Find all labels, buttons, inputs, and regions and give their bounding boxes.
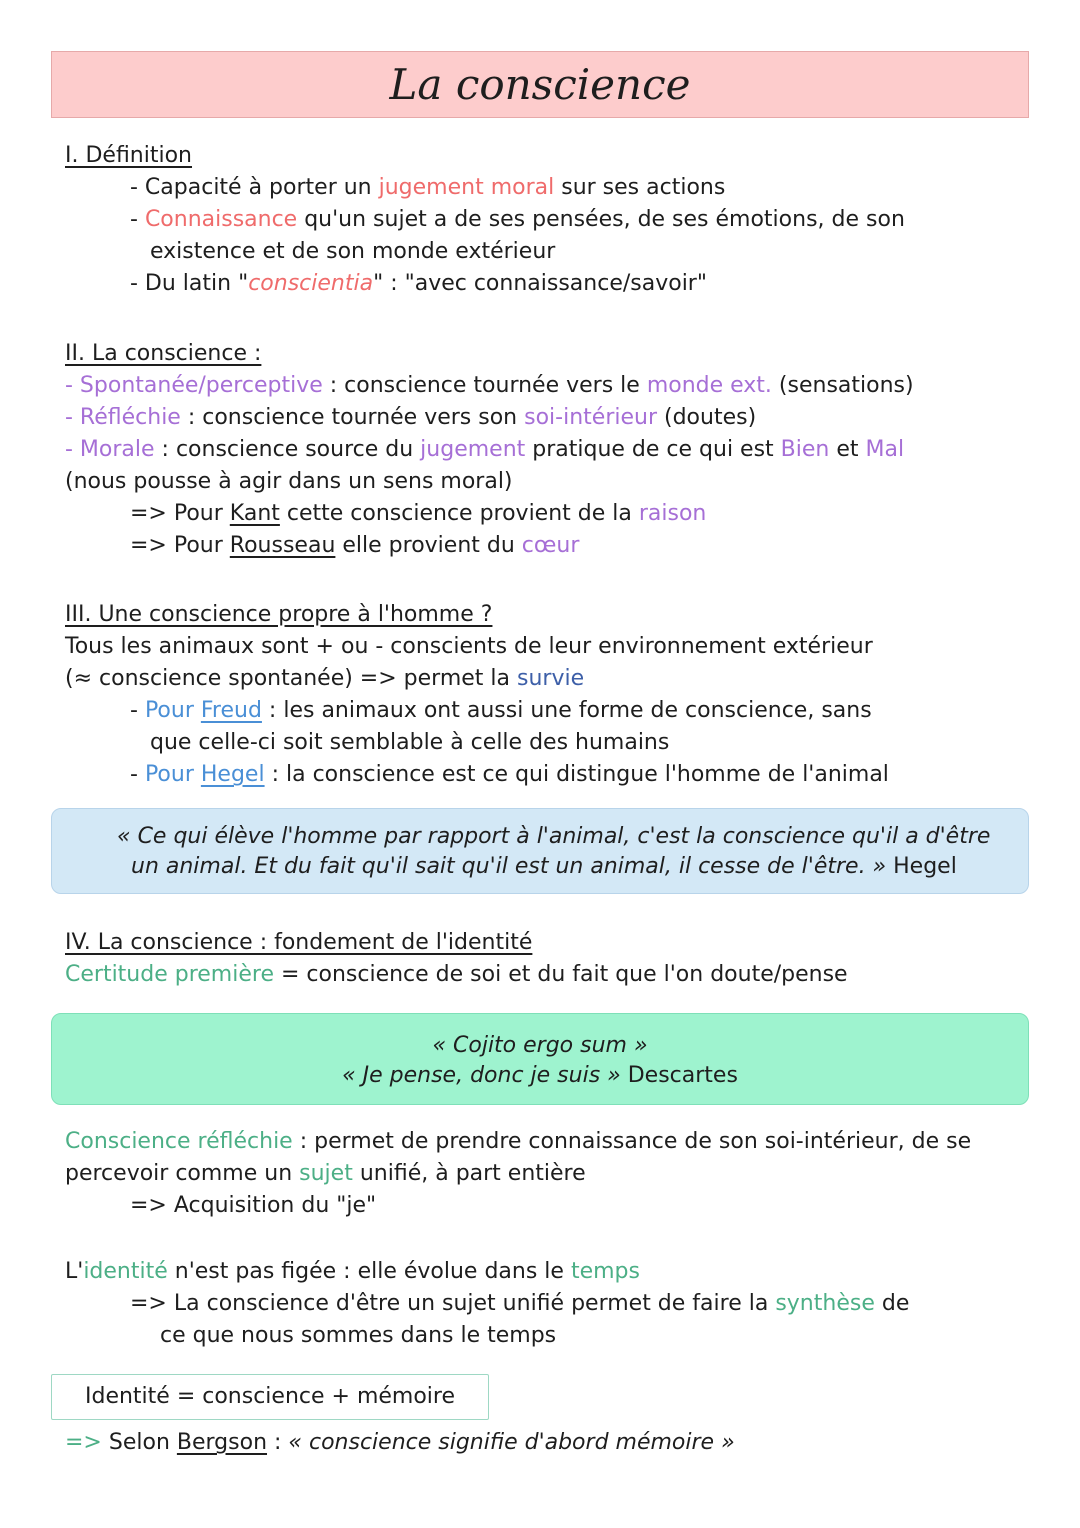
identity-formula: Identité = conscience + mémoire xyxy=(85,1384,456,1409)
descartes-quote-latin: « Cojito ergo sum » xyxy=(432,1033,648,1058)
type-moral-note: (nous pousse à agir dans un sens moral) xyxy=(65,469,513,494)
section-1-heading: I. Définition xyxy=(65,143,193,168)
first-certainty-line: Certitude première = conscience de soi et du fait que l'on doute/pense xyxy=(65,962,848,987)
identity-formula-box xyxy=(51,1374,489,1420)
page-title: La conscience xyxy=(389,60,691,109)
section-2-heading: II. La conscience : xyxy=(65,341,262,366)
descartes-quote-box xyxy=(51,1013,1029,1105)
kant-line: => Pour Kant cette conscience provient de la raison xyxy=(130,501,707,526)
type-spontaneous: - Spontanée/perceptive : conscience tournée vers le monde ext. (sensations) xyxy=(65,373,914,398)
definition-bullet-2: - Connaissance qu'un sujet a de ses pensées, de ses émotions, de son xyxy=(130,207,905,232)
definition-bullet-3: - Du latin "conscientia" : "avec connaissance/savoir" xyxy=(130,271,707,296)
bergson-line: => Selon Bergson : « conscience signifie d'abord mémoire » xyxy=(65,1430,735,1455)
reflective-line-2: percevoir comme un sujet unifié, à part entière xyxy=(65,1161,586,1186)
animals-line-2: (≈ conscience spontanée) => permet la survie xyxy=(65,666,585,691)
section-4-heading: IV. La conscience : fondement de l'identité xyxy=(65,930,533,955)
hegel-line: - Pour Hegel : la conscience est ce qui distingue l'homme de l'animal xyxy=(130,762,889,787)
identity-line-1: L'identité n'est pas figée : elle évolue dans le temps xyxy=(65,1259,640,1284)
acquisition-line: => Acquisition du "je" xyxy=(130,1193,377,1218)
definition-bullet-1: - Capacité à porter un jugement moral sur ses actions xyxy=(130,175,726,200)
freud-line: - Pour Freud : les animaux ont aussi une forme de conscience, sans xyxy=(130,698,872,723)
section-3-heading: III. Une conscience propre à l'homme ? xyxy=(65,602,493,627)
type-moral: - Morale : conscience source du jugement pratique de ce qui est Bien et Mal xyxy=(65,437,905,462)
freud-line-cont: que celle-ci soit semblable à celle des humains xyxy=(150,730,670,755)
hegel-quote-line-2: un animal. Et du fait qu'il sait qu'il est un animal, il cesse de l'être. » Hegel xyxy=(131,854,957,879)
descartes-quote-french: « Je pense, donc je suis » Descartes xyxy=(342,1063,738,1088)
definition-bullet-2-cont: existence et de son monde extérieur xyxy=(150,239,556,264)
animals-line-1: Tous les animaux sont + ou - conscients de leur environnement extérieur xyxy=(65,634,873,659)
type-reflective: - Réfléchie : conscience tournée vers son soi-intérieur (doutes) xyxy=(65,405,757,430)
identity-line-3: ce que nous sommes dans le temps xyxy=(160,1323,557,1348)
reflective-line-1: Conscience réfléchie : permet de prendre connaissance de son soi-intérieur, de se xyxy=(65,1129,972,1154)
title-banner xyxy=(51,51,1029,118)
identity-line-2: => La conscience d'être un sujet unifié permet de faire la synthèse de xyxy=(130,1291,910,1316)
rousseau-line: => Pour Rousseau elle provient du cœur xyxy=(130,533,580,558)
hegel-quote-line-1: « Ce qui élève l'homme par rapport à l'animal, c'est la conscience qu'il a d'être xyxy=(117,824,991,849)
hegel-quote-box xyxy=(51,808,1029,894)
